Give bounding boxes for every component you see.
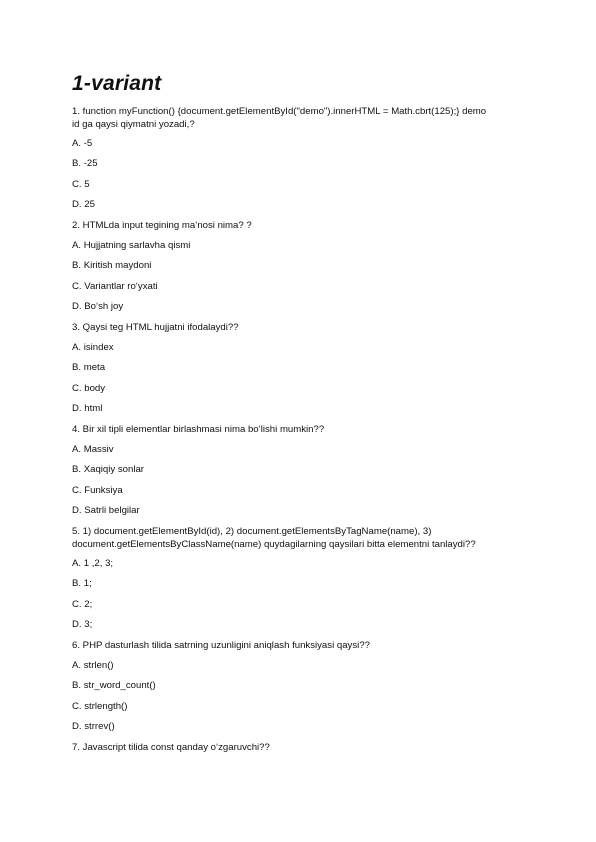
question-2-option-a: A. Hujjatning sarlavha qismi xyxy=(72,240,191,251)
question-3-option-a: A. isindex xyxy=(72,342,114,353)
question-3-option-c: C. body xyxy=(72,383,106,394)
question-1-option-c: C. 5 xyxy=(72,179,90,190)
question-4-option-b: B. Xaqiqiy sonlar xyxy=(72,464,144,475)
question-6-text: 6. PHP dasturlash tilida satrning uzunligini aniqlash funksiyasi qaysi?? xyxy=(72,640,370,651)
question-3-text: 3. Qaysi teg HTML hujjatni ifodalaydi?? xyxy=(72,322,239,333)
question-2-text: 2. HTMLda input tegining ma’nosi nima? ? xyxy=(72,220,252,231)
question-3-option-b: B. meta xyxy=(72,362,106,373)
question-3-option-d: D. html xyxy=(72,403,103,414)
question-4-option-a: A. Massiv xyxy=(72,444,114,455)
question-2-option-b: B. Kiritish maydoni xyxy=(72,260,152,271)
question-1-option-d: D. 25 xyxy=(72,199,95,210)
question-1-option-b: B. -25 xyxy=(72,158,98,169)
question-4-option-d: D. Satrli belgilar xyxy=(72,505,140,516)
question-1-text-line-2: id ga qaysi qiymatni yozadi,? xyxy=(72,119,195,130)
question-5-text-line-1: 5. 1) document.getElementById(id), 2) document.getElementsByTagName(name), 3) xyxy=(72,526,432,537)
question-2-option-c: C. Variantlar ro‘yxati xyxy=(72,281,158,292)
question-1-text-line-1: 1. function myFunction() {document.getElementById("demo").innerHTML = Math.cbrt(125);} demo xyxy=(72,106,487,117)
question-2-option-d: D. Bo‘sh joy xyxy=(72,301,124,312)
question-5-option-b: B. 1; xyxy=(72,578,92,589)
question-7-text: 7. Javascript tilida const qanday o‘zgaruvchi?? xyxy=(72,742,270,753)
question-4-text: 4. Bir xil tipli elementlar birlashmasi nima bo‘lishi mumkin?? xyxy=(72,424,325,435)
question-5-text-line-2: document.getElementsByClassName(name) quydagilarning qaysilari bitta elementni tanlaydi?? xyxy=(72,539,476,550)
page-title: 1-variant xyxy=(72,72,162,95)
question-6-option-a: A. strlen() xyxy=(72,660,114,671)
question-6-option-d: D. strrev() xyxy=(72,721,115,732)
question-6-option-b: B. str_word_count() xyxy=(72,680,156,691)
question-5-option-d: D. 3; xyxy=(72,619,93,630)
question-4-option-c: C. Funksiya xyxy=(72,485,123,496)
question-6-option-c: C. strlength() xyxy=(72,701,128,712)
question-5-option-c: C. 2; xyxy=(72,599,93,610)
question-5-option-a: A. 1 ,2, 3; xyxy=(72,558,114,569)
question-1-option-a: A. -5 xyxy=(72,138,93,149)
